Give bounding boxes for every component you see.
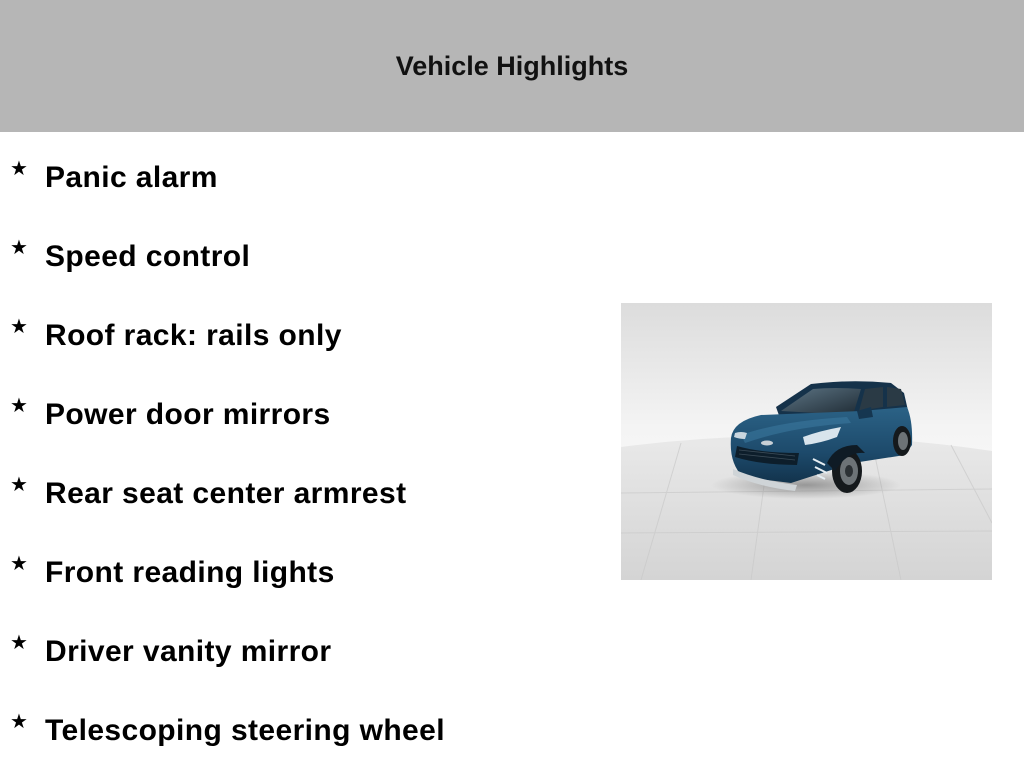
highlight-label: Roof rack: rails only: [45, 319, 342, 352]
highlight-label: Power door mirrors: [45, 398, 331, 431]
star-icon: ★: [10, 393, 28, 417]
star-icon: ★: [10, 709, 28, 733]
highlight-label: Telescoping steering wheel: [45, 714, 445, 747]
header-bar: [0, 0, 1024, 132]
highlight-label: Speed control: [45, 240, 251, 273]
star-icon: ★: [10, 630, 28, 654]
star-icon: ★: [10, 472, 28, 496]
highlight-label: Panic alarm: [45, 161, 218, 194]
highlight-label: Driver vanity mirror: [45, 635, 332, 668]
star-icon: ★: [10, 156, 28, 180]
page-title: Vehicle Highlights: [395, 50, 629, 81]
star-icon: ★: [10, 314, 28, 338]
vehicle-photo: [621, 303, 992, 580]
star-icon: ★: [10, 551, 28, 575]
highlight-label: Rear seat center armrest: [45, 477, 407, 510]
suv-image: [621, 303, 992, 580]
highlight-label: Front reading lights: [45, 556, 335, 589]
star-icon: ★: [10, 235, 28, 259]
